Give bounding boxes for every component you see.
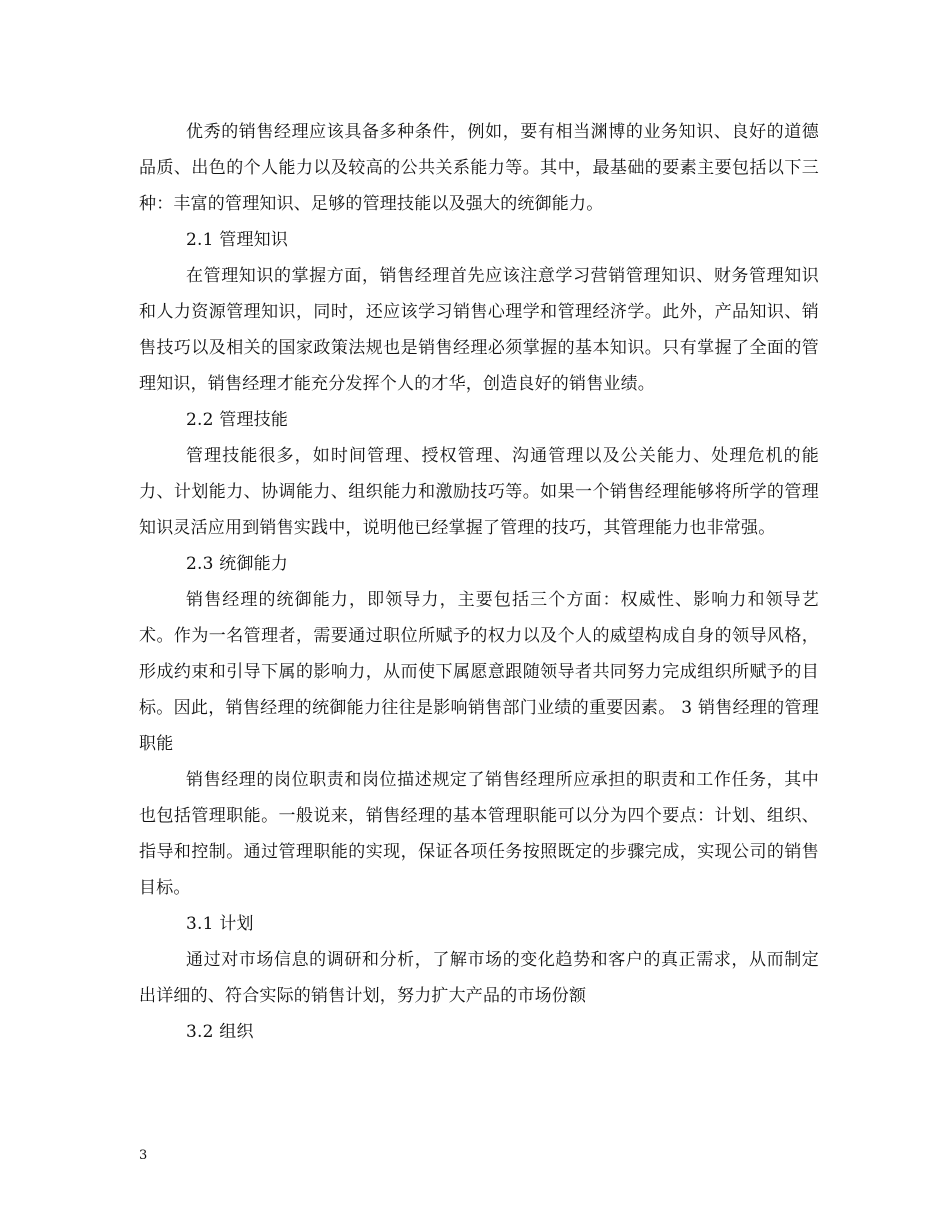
section-heading-2-1: 2.1 管理知识 — [186, 230, 289, 250]
paragraph-management-skills: 管理技能很多，如时间管理、授权管理、沟通管理以及公关能力、处理危机的能力、计划能力、协调能力、组织能力和激励技巧等。如果一个销售经理能够将所学的管理知识灵活应用到销售实践中，说明他已经掌握了管理的技巧，其管理能力也非常强。 — [139, 446, 819, 538]
page-number: 3 — [139, 1148, 148, 1163]
section-heading-2-2: 2.2 管理技能 — [186, 410, 289, 430]
paragraph-leadership: 销售经理的统御能力，即领导力，主要包括三个方面：权威性、影响力和领导艺术。作为一名管理者，需要通过职位所赋予的权力以及个人的威望构成自身的领导风格，形成约束和引导下属的影响力，从而使下属愿意跟随领导者共同努力完成组织所赋予的目标。因此，销售经理的统御能力往往是影响销售部门业绩的重要因素。 3 销售经理的管理职能 — [139, 590, 819, 754]
paragraph-management-knowledge: 在管理知识的掌握方面，销售经理首先应该注意学习营销管理知识、财务管理知识和人力资源管理知识，同时，还应该学习销售心理学和管理经济学。此外，产品知识、销售技巧以及相关的国家政策法规也是销售经理必须掌握的基本知识。只有掌握了全面的管理知识，销售经理才能充分发挥个人的才华，创造良好的销售业绩。 — [139, 266, 819, 394]
paragraph-intro: 优秀的销售经理应该具备多种条件，例如，要有相当渊博的业务知识、良好的道德品质、出色的个人能力以及较高的公共关系能力等。其中，最基础的要素主要包括以下三种：丰富的管理知识、足够的管理技能以及强大的统御能力。 — [139, 122, 819, 214]
section-heading-2-3: 2.3 统御能力 — [186, 554, 289, 574]
section-heading-3-1: 3.1 计划 — [186, 914, 254, 934]
section-heading-3-2: 3.2 组织 — [186, 1022, 254, 1042]
paragraph-planning: 通过对市场信息的调研和分析，了解市场的变化趋势和客户的真正需求，从而制定出详细的、符合实际的销售计划，努力扩大产品的市场份额 — [139, 950, 819, 1006]
paragraph-management-functions: 销售经理的岗位职责和岗位描述规定了销售经理所应承担的职责和工作任务，其中也包括管理职能。一般说来，销售经理的基本管理职能可以分为四个要点：计划、组织、指导和控制。通过管理职能的实现，保证各项任务按照既定的步骤完成，实现公司的销售目标。 — [139, 770, 819, 898]
document-body — [139, 114, 819, 1050]
